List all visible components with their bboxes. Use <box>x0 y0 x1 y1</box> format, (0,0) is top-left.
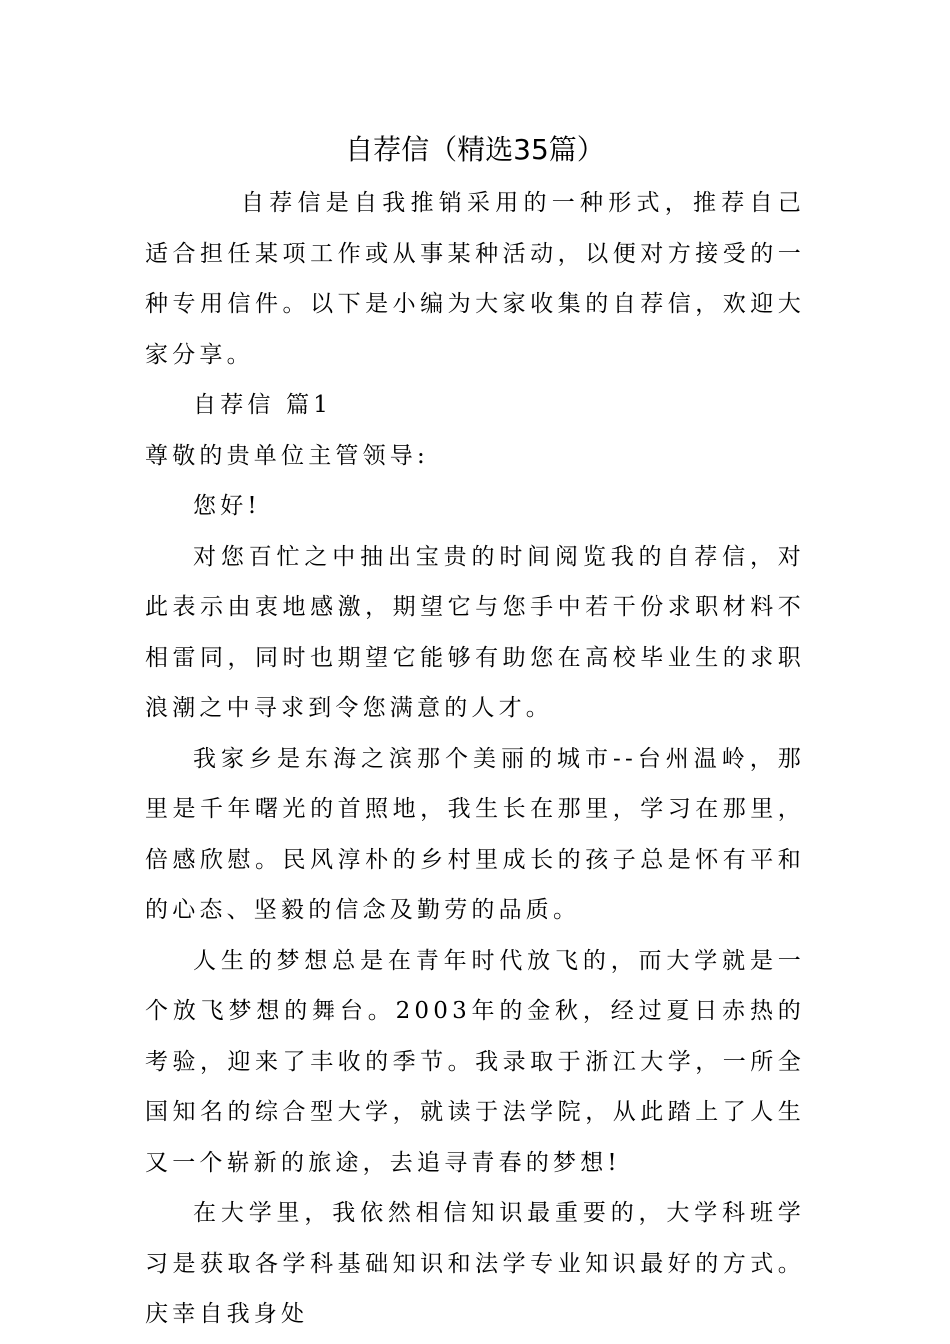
document-body <box>145 178 805 1340</box>
body-paragraph: 在大学里，我依然相信知识最重要的，大学科班学习是获取各学科基础知识和法学专业知识最好的方式。庆幸自我身处 <box>145 1200 805 1327</box>
body-paragraph: 我家乡是东海之滨那个美丽的城市--台州温岭，那里是千年曙光的首照地，我生长在那里，学习在那里，倍感欣慰。民风淳朴的乡村里成长的孩子总是怀有平和的心态、坚毅的信念及勤劳的品质。 <box>145 745 805 923</box>
body-paragraph: 对您百忙之中抽出宝贵的时间阅览我的自荐信，对此表示由衷地感激，期望它与您手中若干份求职材料不相雷同，同时也期望它能够有助您在高校毕业生的求职浪潮之中寻求到令您满意的人才。 <box>145 543 805 721</box>
salutation: 尊敬的贵单位主管领导: <box>145 442 429 469</box>
document-title: 自荐信（精选35篇） <box>345 133 605 166</box>
section-heading: 自荐信 篇1 <box>193 392 333 418</box>
greeting: 您好! <box>193 493 261 519</box>
body-paragraph: 人生的梦想总是在青年时代放飞的，而大学就是一个放飞梦想的舞台。2003年的金秋，经过夏日赤热的考验，迎来了丰收的季节。我录取于浙江大学，一所全国知名的综合型大学，就读于法学院，从此踏上了人生又一个崭新的旅途，去追寻青春的梦想! <box>145 947 805 1176</box>
intro-paragraph: 自荐信是自我推销采用的一种形式，推荐自己适合担任某项工作或从事某种活动，以便对方接受的一种专用信件。以下是小编为大家收集的自荐信，欢迎大家分享。 <box>145 190 805 368</box>
